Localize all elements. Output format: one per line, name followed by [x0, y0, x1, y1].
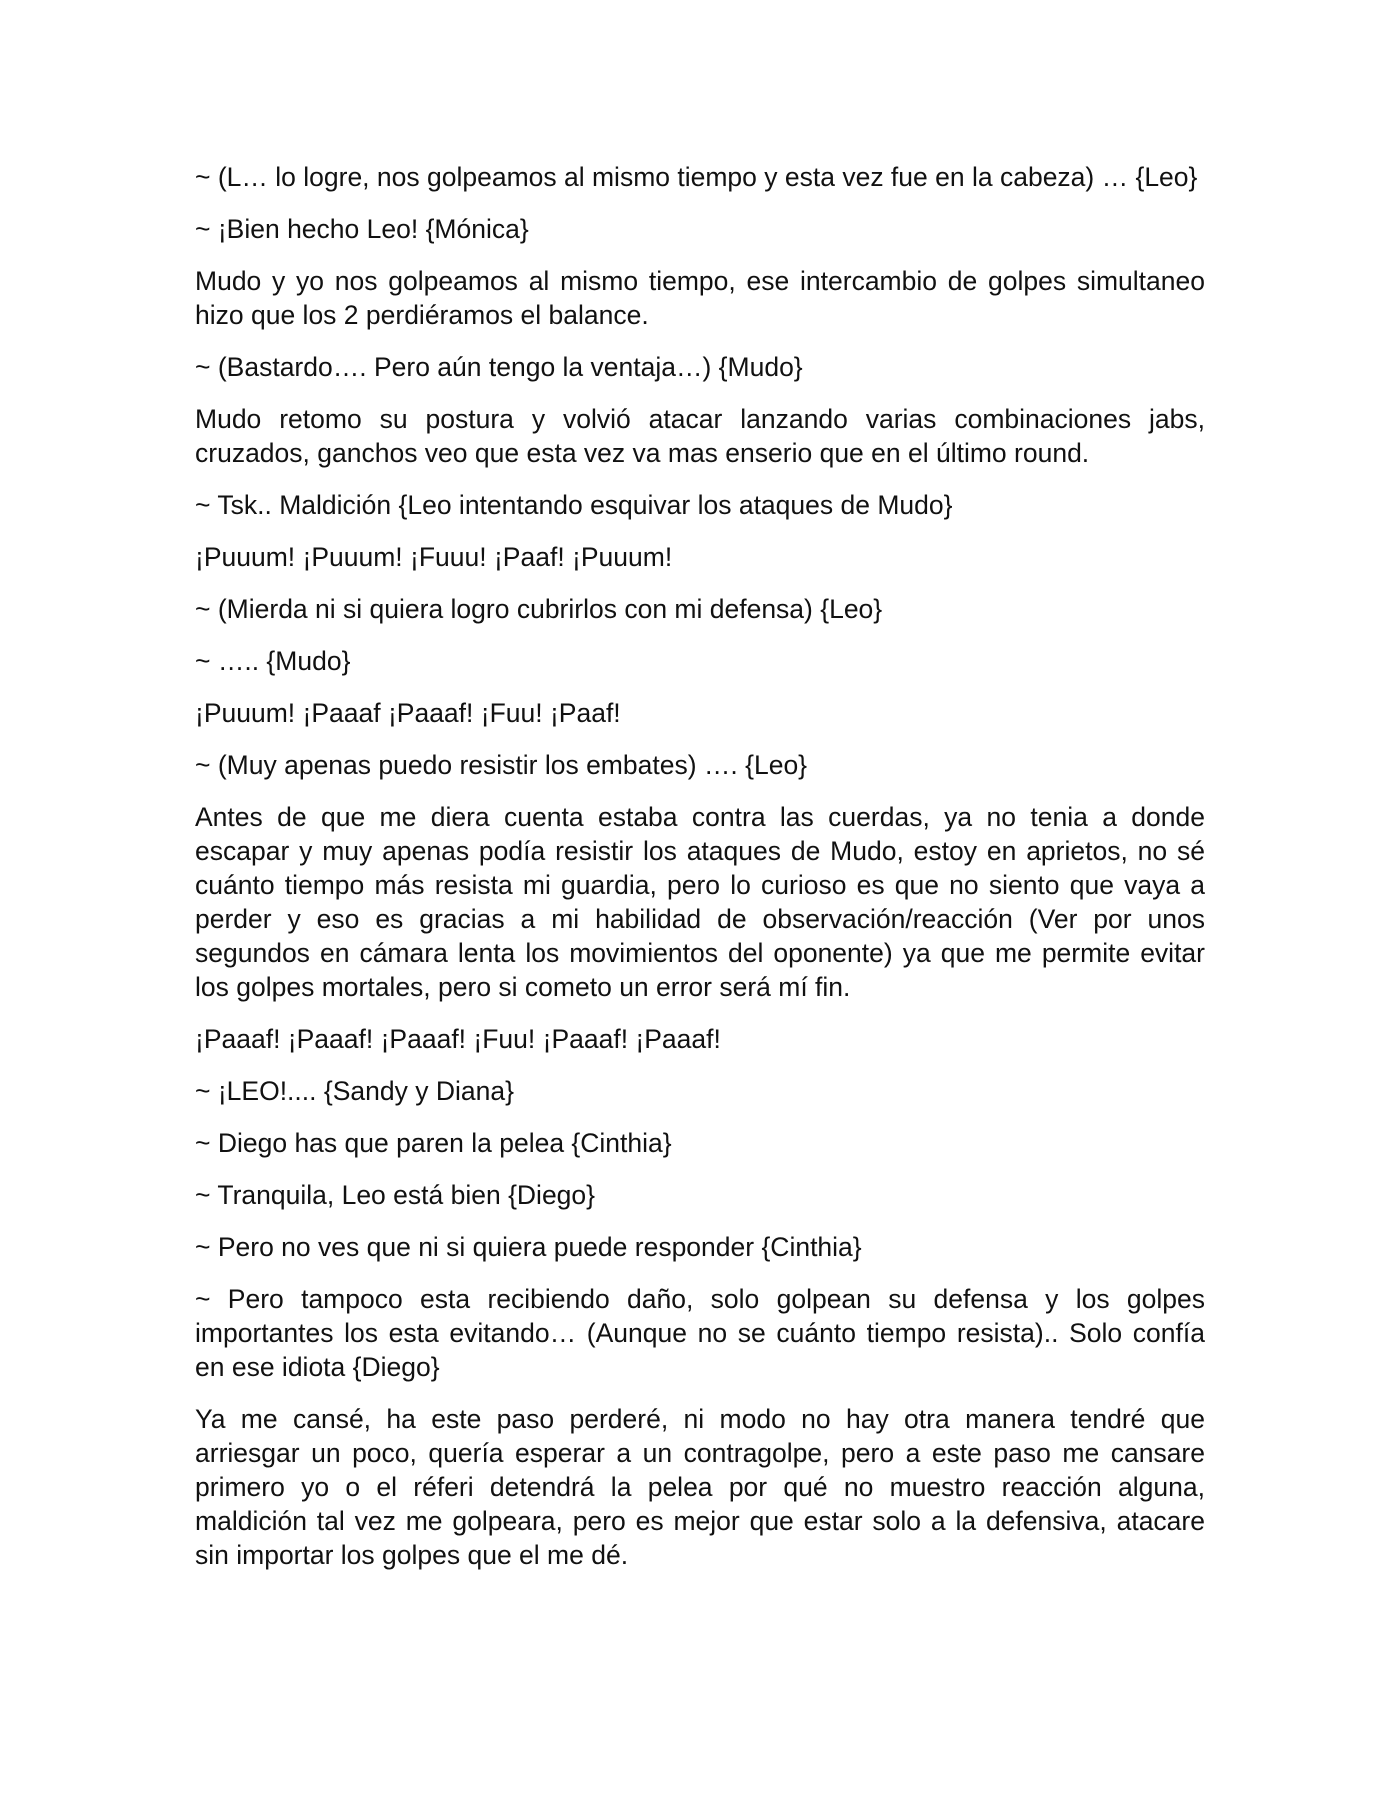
paragraph-15: ~ Diego has que paren la pelea {Cinthia} — [195, 1128, 672, 1158]
paragraph-13: ¡Paaaf! ¡Paaaf! ¡Paaaf! ¡Fuu! ¡Paaaf! ¡Paaaf! — [195, 1024, 721, 1054]
paragraph-12: Antes de que me diera cuenta estaba contra las cuerdas, ya no tenia a donde escapar y muy apenas podía resistir los ataques de Mudo, estoy en aprietos, no sé cuánto tiempo más resista mi guardia, pero lo curioso es que no siento que vaya a perder y eso es gracias a mi habilidad de observación/reacción (Ver por unos segundos en cámara lenta los movimientos del oponente) ya que me permite evitar los golpes mortales, pero si cometo un error será mí fin. — [195, 802, 1205, 1002]
paragraph-9: ~ ….. {Mudo} — [195, 646, 351, 676]
paragraph-19: Ya me cansé, ha este paso perderé, ni modo no hay otra manera tendré que arriesgar un poco, quería esperar a un contragolpe, pero a este paso me cansare primero yo o el réferi detendrá la pelea por qué no muestro reacción alguna, maldición tal vez me golpeara, pero es mejor que estar solo a la defensiva, atacare sin importar los golpes que el me dé. — [195, 1404, 1205, 1570]
paragraph-14: ~ ¡LEO!.... {Sandy y Diana} — [195, 1076, 514, 1106]
paragraph-16: ~ Tranquila, Leo está bien {Diego} — [195, 1180, 596, 1210]
document-page — [195, 160, 1205, 1590]
paragraph-4: ~ (Bastardo…. Pero aún tengo la ventaja…) {Mudo} — [195, 352, 803, 382]
paragraph-2: ~ ¡Bien hecho Leo! {Mónica} — [195, 214, 529, 244]
paragraph-18: ~ Pero tampoco esta recibiendo daño, solo golpean su defensa y los golpes importantes los esta evitando… (Aunque no se cuánto tiempo resista).. Solo confía en ese idiota {Diego} — [195, 1284, 1205, 1382]
paragraph-7: ¡Puuum! ¡Puuum! ¡Fuuu! ¡Paaf! ¡Puuum! — [195, 542, 673, 572]
paragraph-6: ~ Tsk.. Maldición {Leo intentando esquivar los ataques de Mudo} — [195, 490, 953, 520]
paragraph-5: Mudo retomo su postura y volvió atacar lanzando varias combinaciones jabs, cruzados, ganchos veo que esta vez va mas enserio que en el último round. — [195, 404, 1205, 468]
paragraph-11: ~ (Muy apenas puedo resistir los embates) …. {Leo} — [195, 750, 808, 780]
paragraph-3: Mudo y yo nos golpeamos al mismo tiempo, ese intercambio de golpes simultaneo hizo que los 2 perdiéramos el balance. — [195, 266, 1205, 330]
paragraph-17: ~ Pero no ves que ni si quiera puede responder {Cinthia} — [195, 1232, 862, 1262]
paragraph-10: ¡Puuum! ¡Paaaf ¡Paaaf! ¡Fuu! ¡Paaf! — [195, 698, 621, 728]
paragraph-1: ~ (L… lo logre, nos golpeamos al mismo tiempo y esta vez fue en la cabeza) … {Leo} — [195, 162, 1198, 192]
paragraph-8: ~ (Mierda ni si quiera logro cubrirlos con mi defensa) {Leo} — [195, 594, 883, 624]
